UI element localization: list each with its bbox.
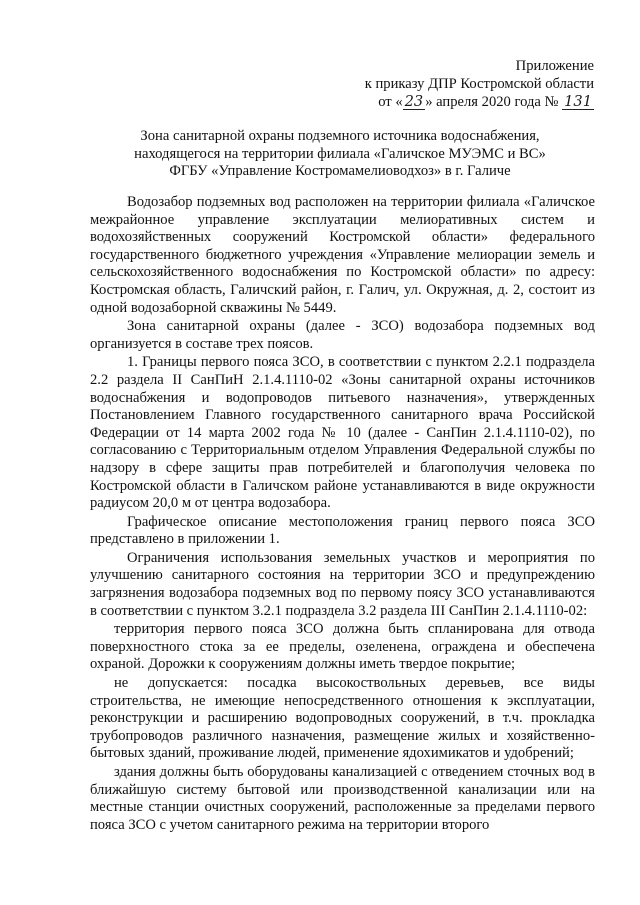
appendix-header (365, 57, 594, 112)
appendix-label: Приложение (515, 58, 594, 74)
paragraph-water-intake: Водозабор подземных вод расположен на территории филиала «Галичское межрайонное управление эксплуатации мелиоративных систем и водохозяйственных сооружений Костромской области» федерального государственного бюджетного учреждения «Управление мелиорации земель и сельскохозяйственного водоснабжения по Костромской области» по адресу: Костромская область, Галичский район, г. Галич, ул. Окружная, д. 2, состоит из одной водозаборной скважины № 5449. (90, 194, 595, 316)
paragraph-restrictions: Ограничения использования земельных участков и мероприятия по улучшению санитарного состояния на территории ЗСО и предупреждению загрязнения водозабора подземных вод по первому поясу ЗСО устанавливаются в соответствии с пунктом 3.2.1 подраздела 3.2 раздела III СанПин 2.1.4.1110-02: (90, 549, 595, 619)
order-reference: к приказу ДПР Костромской области (364, 76, 594, 93)
order-date-line (365, 93, 594, 111)
list-item-not-allowed: не допускается: посадка высокоствольных деревьев, все виды строительства, не имеющие непосредственного отношения к эксплуатации, реконструкции и расширению водопроводных сооружений, в т.ч. прокладка трубопроводов различного назначения, размещение жилых и хозяйственно-бытовых зданий, проживание людей, применение ядохимикатов и удобрений; (90, 675, 595, 762)
handwritten-day: 23 (404, 93, 424, 111)
list-item-buildings: здания должны быть оборудованы канализацией с отведением сточных вод в ближайшую систему бытовой или производственной канализации или на местные станции очистных сооружений, расположенные за пределами первого пояса ЗСО с учетом санитарного режима на территории второго (90, 764, 595, 833)
date-month-year: » апреля 2020 года № (425, 94, 559, 111)
list-item-territory: территория первого пояса ЗСО должна быть спланирована для отвода поверхностного стока за ее пределы, озеленена, ограждена и обеспечена охраной. Дорожки к сооружениям должны иметь твердое покрытие; (90, 621, 595, 673)
title-line-3: ФГБУ «Управление Костромамелиоводхоз» в г. Галиче (169, 163, 511, 179)
handwritten-order-number: 131 (564, 93, 592, 111)
title-line-1: Зона санитарной охраны подземного источника водоснабжения, (140, 128, 540, 144)
paragraph-first-belt-borders: 1. Границы первого пояса ЗСО, в соответствии с пунктом 2.2.1 подраздела 2.2 раздела II СанПиН 2.1.4.1110-02 «Зоны санитарной охраны источников водоснабжения и водопроводов питьевого назначения», утвержденных Постановлением Главного государственного санитарного врача Российской Федерации от 14 марта 2002 года № 10 (далее - СанПин 2.1.4.1110-02), по согласованию с Территориальным отделом Управления Федеральной службы по надзору в сфере защиты прав потребителей и благополучия человека по Костромской области в Галичском районе устанавливаются в виде окружности радиусом 20,0 м от центра водозабора. (90, 354, 595, 512)
title-line-2: находящегося на территории филиала «Галичское МУЭМС и ВС» (134, 145, 546, 162)
paragraph-graphic-description: Графическое описание местоположения границ первого пояса ЗСО представлено в приложении 1. (90, 513, 595, 548)
date-prefix: от « (378, 94, 403, 111)
paragraph-zso-belts: Зона санитарной охраны (далее - ЗСО) водозабора подземных вод организуется в составе трех поясов. (90, 318, 595, 352)
document-title (85, 128, 595, 181)
document-body (90, 194, 595, 835)
